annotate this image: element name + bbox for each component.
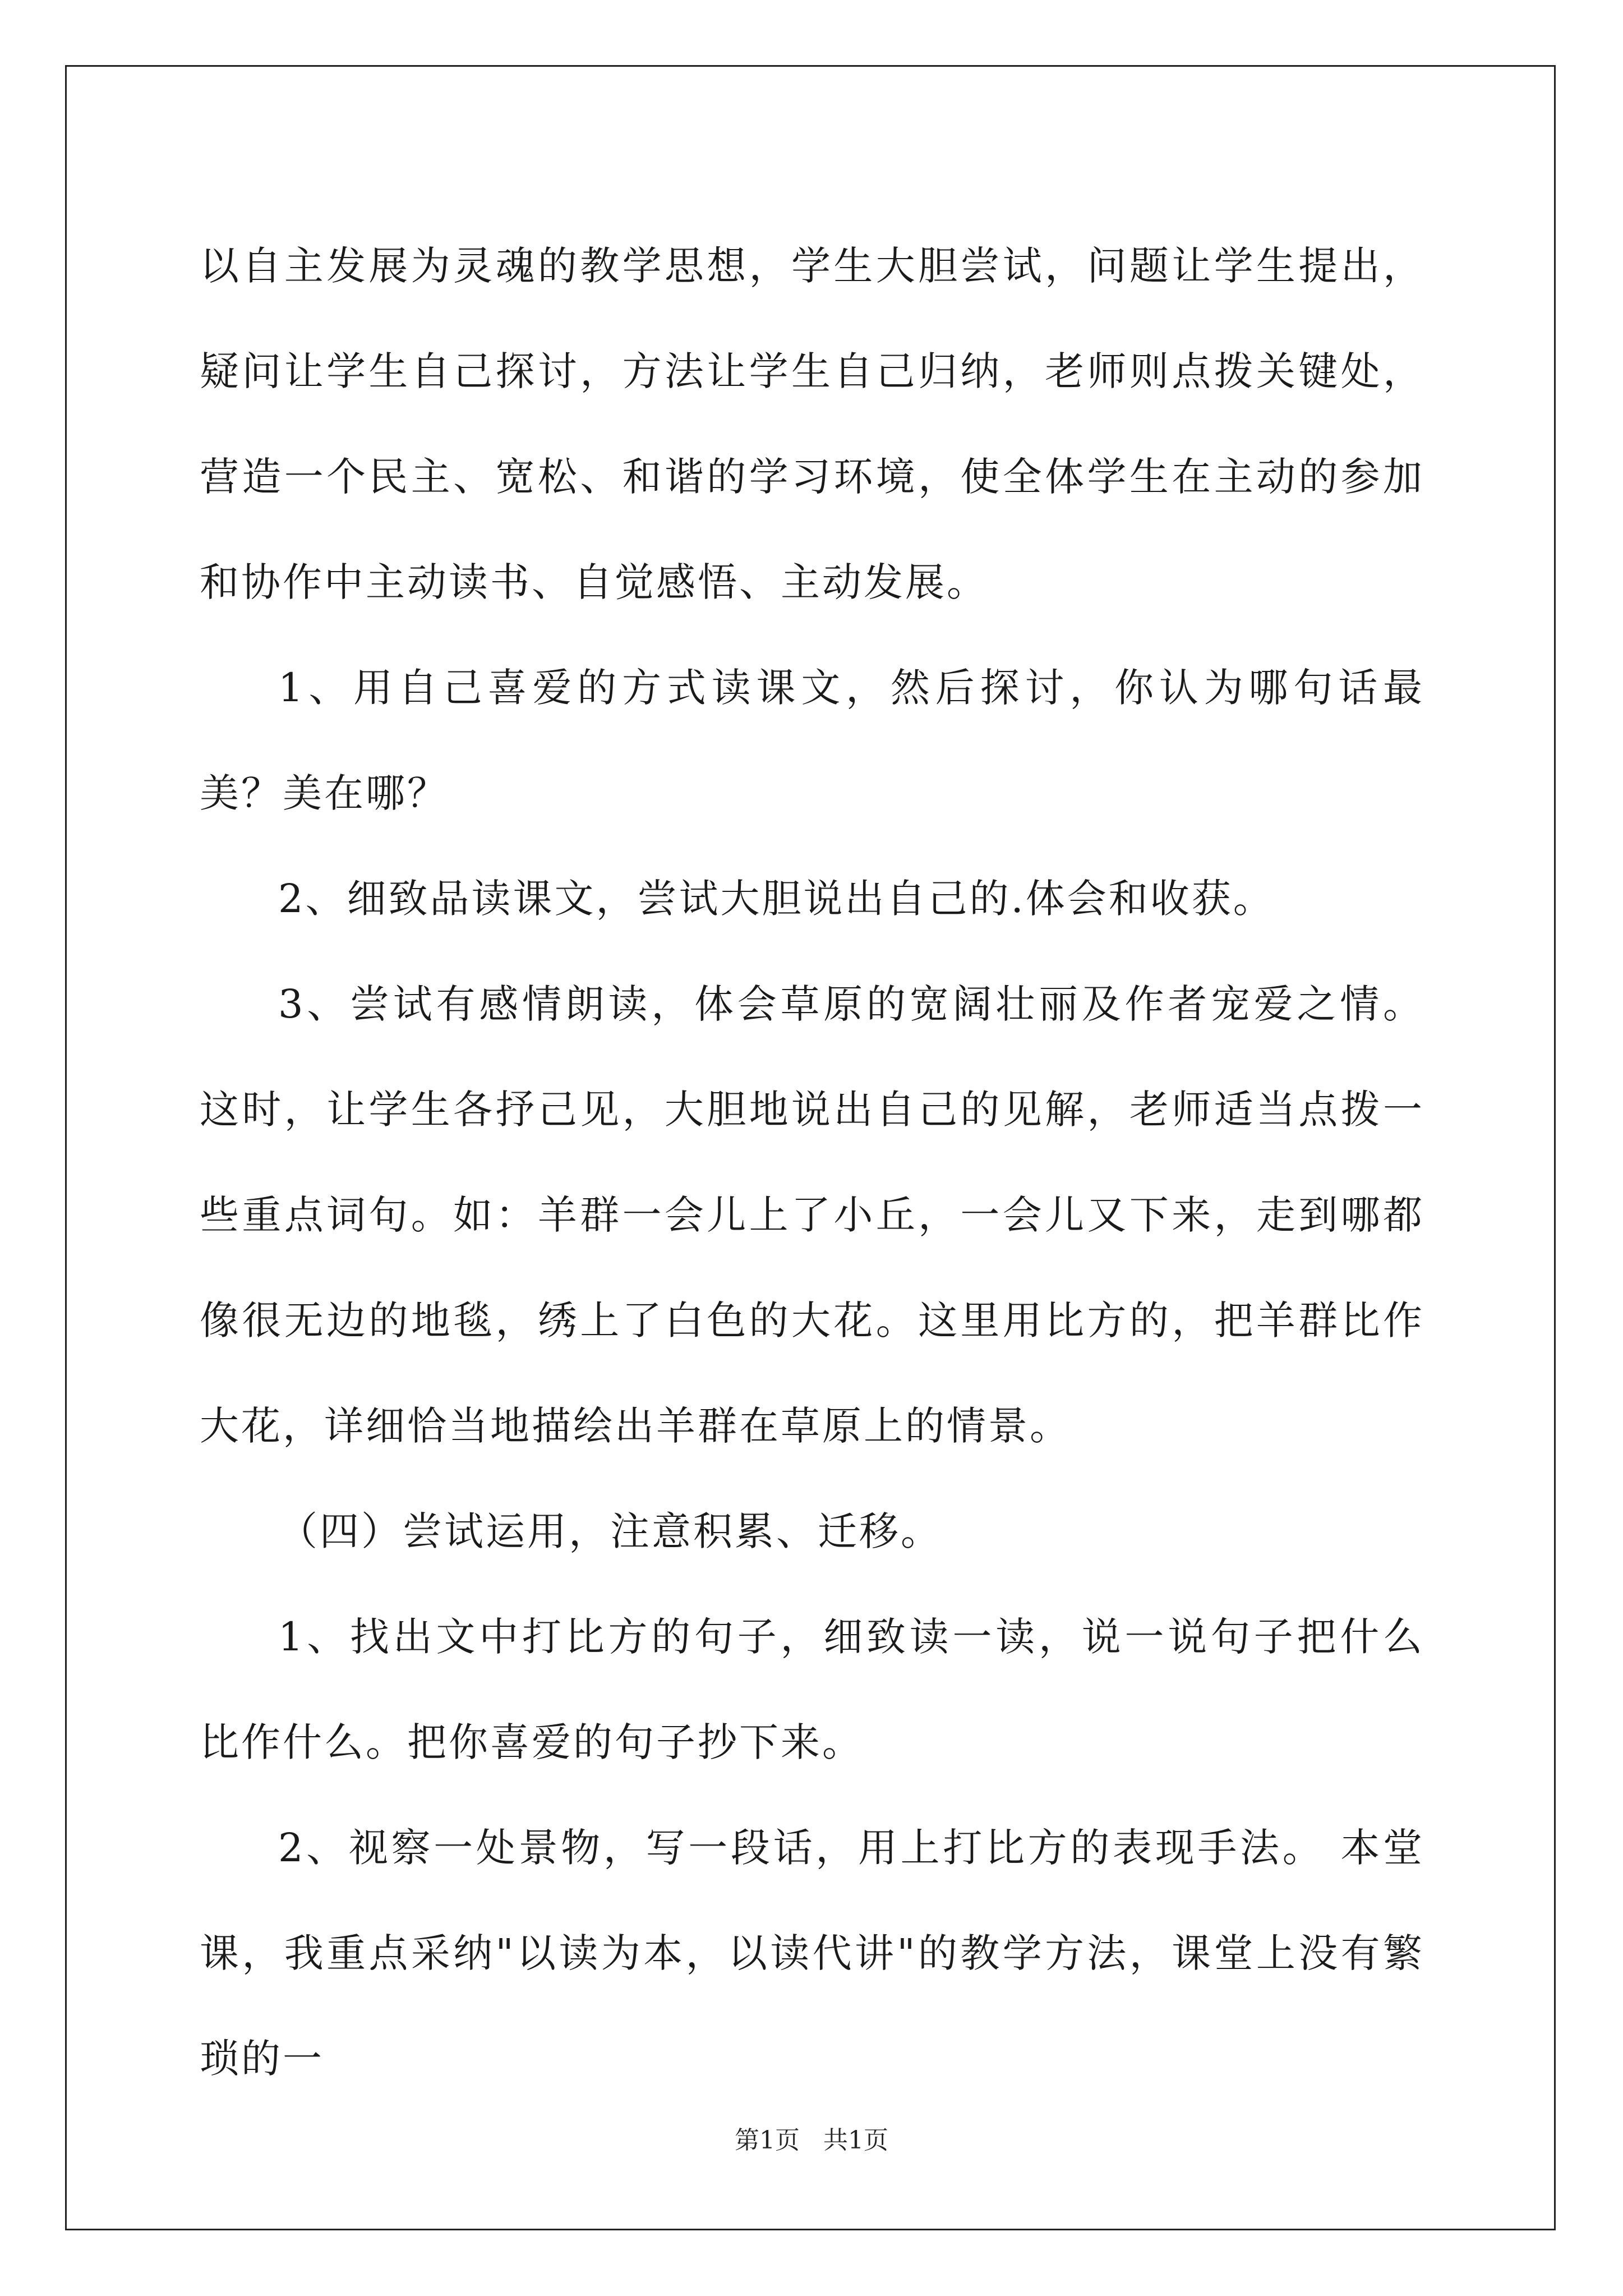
paragraph-7: 2、视察一处景物，写一段话，用上打比方的表现手法。 本堂课，我重点采纳"以读为本，以读代讲"的教学方法，课堂上没有繁琐的一: [200, 1825, 1424, 2082]
paragraph-6: 1、找出文中打比方的句子，细致读一读，说一说句子把什么比作什么。把你喜爱的句子抄下来。: [200, 1614, 1424, 1765]
paragraph-3: 2、细致品读课文，尝试大胆说出自己的.体会和收获。: [278, 876, 1275, 922]
paragraph-1: 以自主发展为灵魂的教学思想，学生大胆尝试，问题让学生提出，疑问让学生自己探讨，方法让学生自己归纳，老师则点拨关键处， 营造一个民主、宽松、和谐的学习环境，使全体学生在主动的参加和协作中主动读书、自觉感悟、主动发展。: [200, 243, 1424, 605]
page-number-footer: 第1页 共1页: [735, 2126, 888, 2155]
document-body: [200, 213, 1424, 2111]
paragraph-4: 3、尝试有感情朗读，体会草原的宽阔壮丽及作者宠爱之情。 这时，让学生各抒己见，大胆地说出自己的见解，老师适当点拨一些重点词句。如：羊群一会儿上了小丘，一会儿又下来，走到哪都像很无边的地毯，绣上了白色的大花。这里用比方的，把羊群比作大花，详细恰当地描绘出羊群在草原上的情景。: [200, 981, 1424, 1449]
paragraph-2: 1、用自己喜爱的方式读课文，然后探讨，你认为哪句话最美？美在哪？: [200, 665, 1424, 816]
paragraph-5: （四）尝试运用，注意积累、迁移。: [278, 1508, 942, 1554]
